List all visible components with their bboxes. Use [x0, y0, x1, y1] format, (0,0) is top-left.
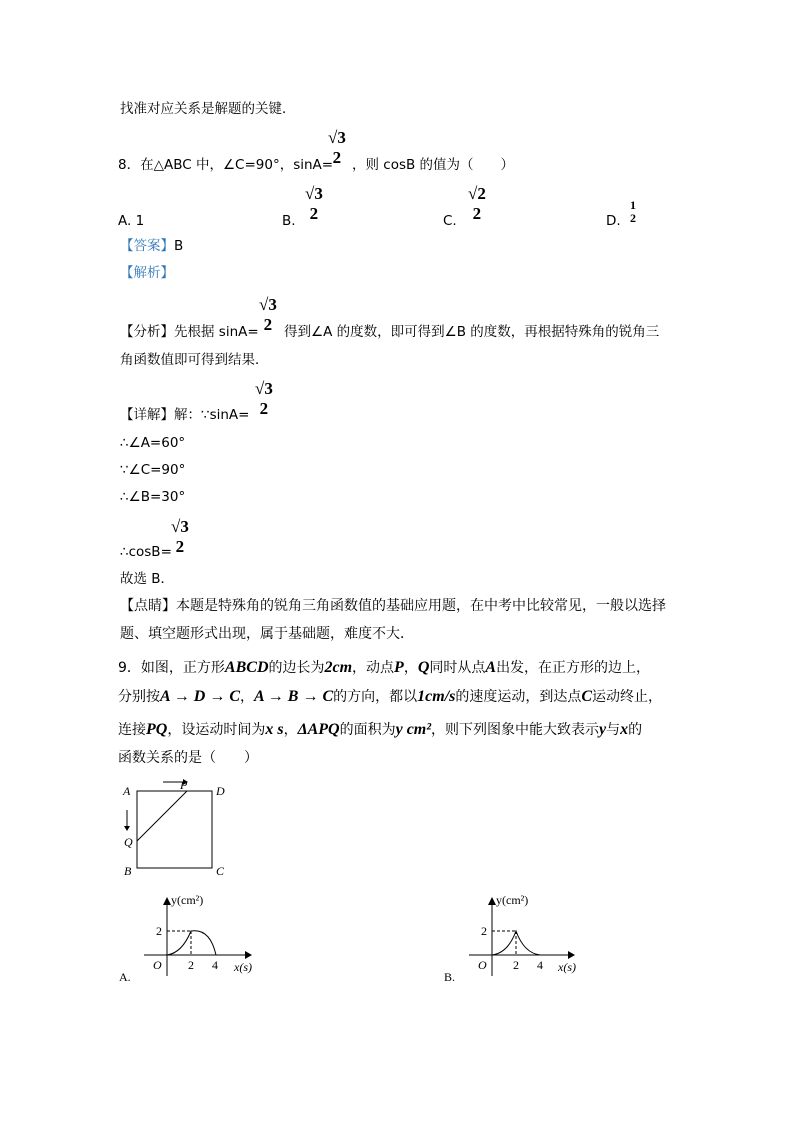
- fenxi-text-a: 先根据 sinA=: [174, 324, 259, 340]
- math: P: [394, 659, 404, 676]
- denominator: 2: [332, 148, 342, 167]
- denominator: 2: [259, 399, 269, 418]
- graph-a: [119, 893, 252, 984]
- math: ΔAPQ: [297, 721, 340, 738]
- numerator: √3: [305, 184, 323, 203]
- dianjing-text-b: 题、填空题形式出现，属于基础题，难度不大．: [120, 626, 414, 642]
- denominator: 2: [630, 211, 636, 225]
- y-tick: 2: [481, 924, 487, 938]
- text: 的方向，都以: [333, 689, 418, 705]
- origin-label: O: [153, 958, 162, 972]
- math: A → D → C: [160, 688, 241, 705]
- label-c: C: [216, 864, 225, 878]
- math: 2cm: [324, 659, 353, 676]
- math: 1cm/s: [417, 688, 456, 705]
- cos-line: ∴cosB=: [120, 544, 172, 560]
- y-arrow: [488, 897, 496, 905]
- numerator: √3: [328, 128, 346, 147]
- math: A → B → C: [254, 688, 334, 705]
- math: PQ: [146, 721, 168, 738]
- denominator: 2: [309, 204, 319, 223]
- label-p: P: [180, 778, 188, 792]
- text: 分别按: [118, 689, 160, 705]
- numerator: √2: [468, 184, 486, 203]
- x-arrow: [568, 951, 575, 959]
- fenxi-text-c: 角函数值即可得到结果．: [120, 352, 269, 368]
- step: ∴∠A=60°: [120, 435, 186, 451]
- text: 的面积为: [339, 722, 396, 738]
- math: x: [620, 721, 629, 738]
- y-label: y(cm²): [171, 893, 204, 907]
- text: 的边长为: [268, 660, 325, 676]
- x-tick: 4: [537, 958, 543, 972]
- math: y: [599, 721, 607, 738]
- x-tick: 2: [188, 958, 194, 972]
- text: 9．如图，正方形: [118, 660, 225, 676]
- x-tick: 2: [513, 958, 519, 972]
- origin-label: O: [478, 958, 487, 972]
- label-d: D: [216, 784, 225, 798]
- text: ，: [283, 722, 298, 738]
- text: ，: [403, 660, 418, 676]
- text: 同时从点: [429, 660, 486, 676]
- dianjing-tag: 【点睛】: [120, 598, 176, 614]
- label-b: B: [124, 864, 132, 878]
- fenxi-text-b: 得到∠A 的度数，即可得到∠B 的度数，再根据特殊角的锐角三: [284, 324, 660, 340]
- text: ，设运动时间为: [167, 722, 266, 738]
- x-arrow: [245, 951, 252, 959]
- text: 的: [628, 722, 643, 738]
- detail-tag: 【详解】: [120, 407, 174, 423]
- y-arrow: [163, 897, 171, 905]
- graph-b: [444, 893, 576, 984]
- math: Q: [417, 659, 430, 676]
- answer-value: B: [174, 238, 184, 254]
- detail-text: 解：∵sinA=: [174, 407, 250, 423]
- text: 的速度运动，到达点: [455, 689, 582, 705]
- label-a: A: [123, 784, 131, 798]
- segment-pq: [137, 791, 187, 841]
- x-tick: 4: [212, 958, 218, 972]
- label-q: Q: [124, 835, 133, 849]
- math: C: [581, 688, 593, 705]
- math: x s: [265, 721, 284, 738]
- arrow-head: [124, 826, 130, 831]
- text: ，则下列图象中能大致表示: [431, 722, 600, 738]
- numerator: √3: [259, 295, 277, 314]
- x-label: x(s): [234, 960, 252, 974]
- analysis-tag: 【解析】: [120, 265, 174, 281]
- math: ABCD: [224, 659, 269, 676]
- text: 与: [606, 722, 621, 738]
- text: ，: [240, 689, 255, 705]
- denominator: 2: [472, 204, 482, 223]
- numerator: √3: [255, 379, 273, 398]
- math: A: [485, 659, 497, 676]
- dianjing-text: 本题是特殊角的锐角三角函数值的基础应用题，在中考中比较常见，一般以选择: [176, 598, 666, 614]
- option-d-label: D.: [606, 213, 621, 229]
- y-tick: 2: [156, 924, 162, 938]
- step: ∴∠B=30°: [120, 489, 186, 505]
- option-label: A.: [118, 213, 132, 229]
- graph-label: A.: [119, 970, 131, 984]
- y-label: y(cm²): [496, 893, 529, 907]
- option-value: 1: [135, 213, 145, 229]
- option-b-label: B.: [282, 213, 296, 229]
- x-label: x(s): [558, 960, 576, 974]
- q9-line-4: 函数关系的是（ ）: [118, 750, 258, 766]
- denominator: 2: [263, 315, 273, 334]
- graph-label: B.: [444, 970, 456, 984]
- answer-tag: 【答案】: [120, 238, 174, 254]
- numerator: 1: [630, 198, 636, 212]
- math: y cm²: [395, 721, 432, 738]
- fenxi-tag: 【分析】: [120, 324, 174, 340]
- choose-text: 故选 B．: [120, 571, 175, 587]
- text: 出发，在正方形的边上，: [496, 660, 651, 676]
- numerator: √3: [171, 517, 189, 536]
- q8-stem-a: 8．在△ABC 中，∠C=90°，sinA=: [118, 157, 334, 173]
- step: ∵∠C=90°: [120, 462, 186, 478]
- text: 运动终止，: [592, 689, 663, 705]
- intro-text: 找准对应关系是解题的关键．: [120, 101, 296, 117]
- text: 连接: [118, 722, 146, 738]
- text: ，动点: [352, 660, 395, 676]
- option-c-label: C.: [443, 213, 457, 229]
- q8-stem-b: ，则 cosB 的值为（ ）: [352, 157, 515, 173]
- denominator: 2: [175, 537, 185, 556]
